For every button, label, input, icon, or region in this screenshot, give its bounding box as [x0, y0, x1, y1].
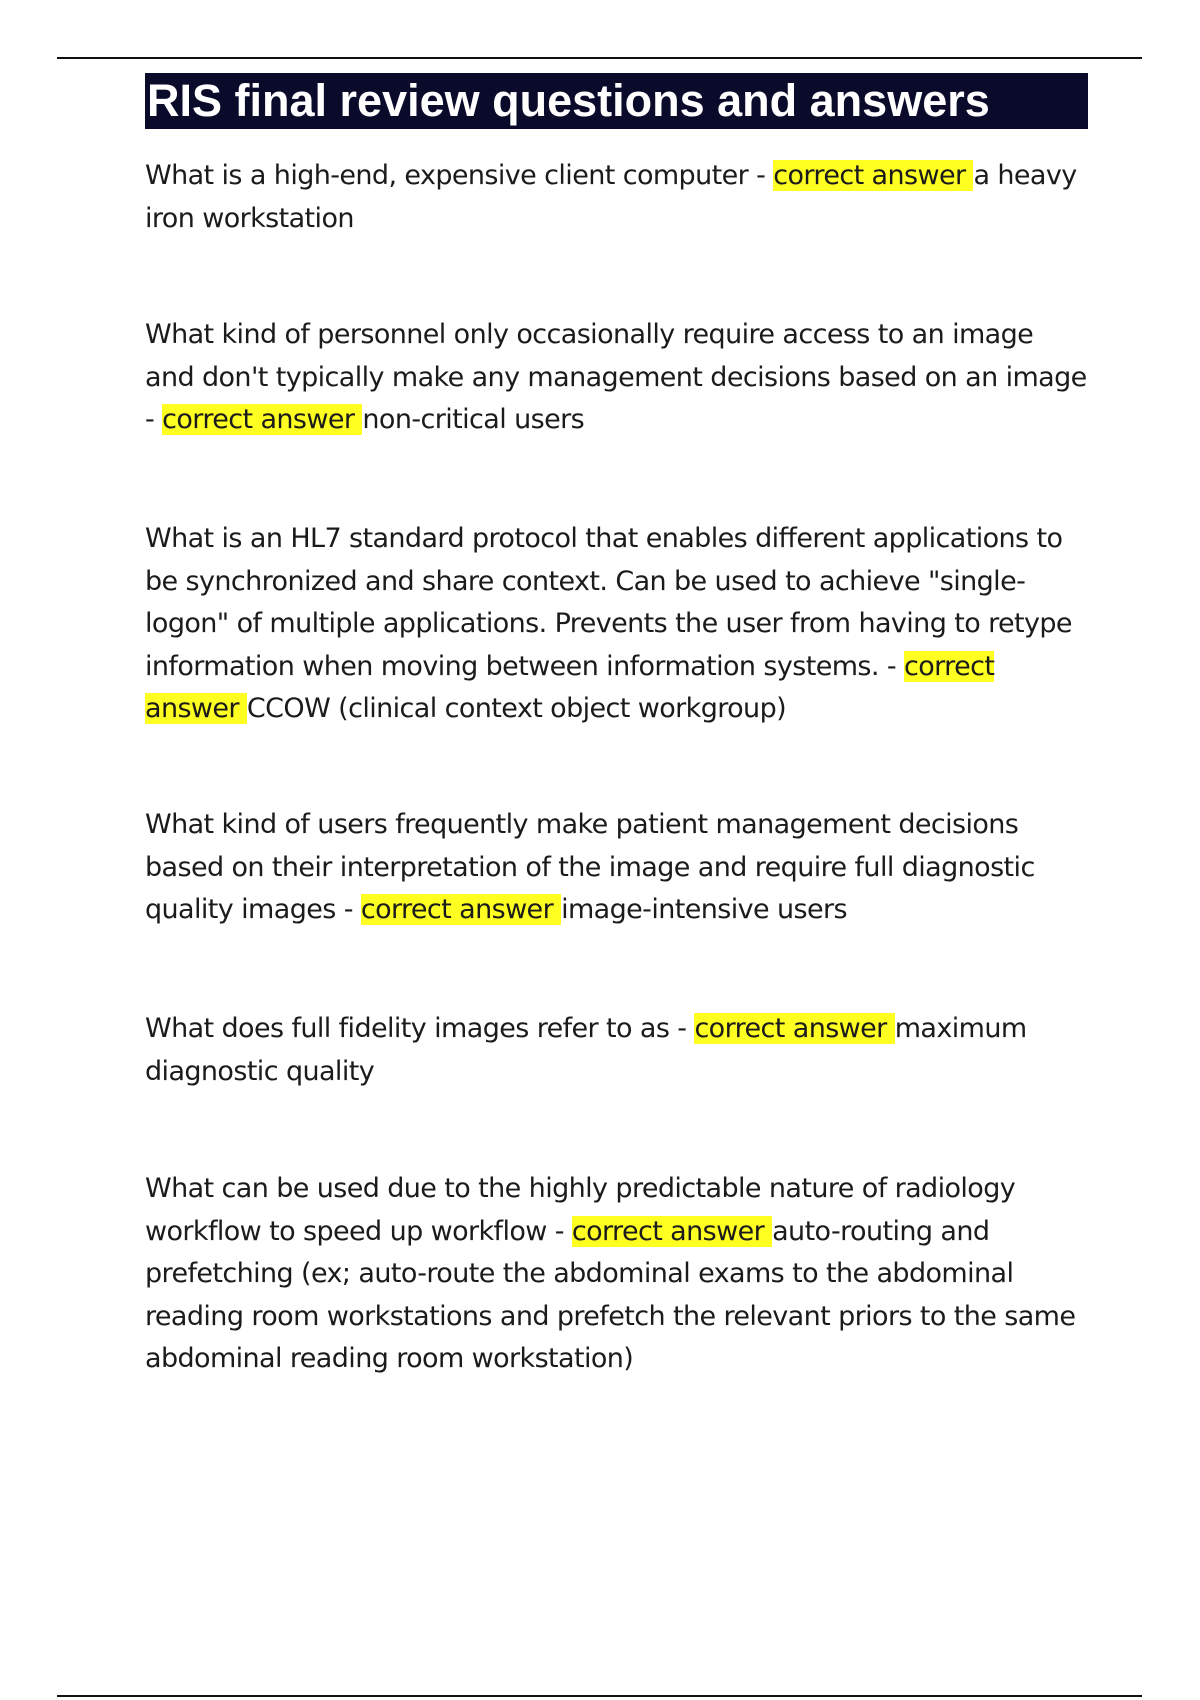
answer-text: a heavy iron workstation — [145, 160, 1077, 234]
qa-item — [145, 314, 1090, 442]
question-text: What can be used due to the highly predictable nature of radiology workflow to speed up workflow - — [145, 1173, 1016, 1247]
answer-label: correct answer — [162, 404, 362, 435]
question-text: What does full fidelity images refer to as - — [145, 1013, 687, 1044]
answer-text: image-intensive users — [561, 894, 847, 925]
question-text: What is a high-end, expensive client computer - — [145, 160, 766, 191]
question-text: What is an HL7 standard protocol that enables different applications to be synchronized and share context. Can be used to achieve "single-logon" of multiple applications. Prevents the user from having to retype information when moving between information systems. - — [145, 523, 1072, 682]
qa-item — [145, 518, 1090, 731]
answer-label: correct answer — [773, 160, 973, 191]
answer-text: auto-routing and prefetching (ex; auto-route the abdominal exams to the abdominal reading room workstations and prefetch the relevant priors to the same abdominal reading room workstation) — [145, 1215, 1076, 1374]
question-text: What kind of users frequently make patient management decisions based on their interpretation of the image and require full diagnostic quality images - — [145, 809, 1035, 925]
top-divider — [57, 57, 1142, 59]
answer-text: non-critical users — [362, 404, 585, 435]
page-title: RIS final review questions and answers — [145, 73, 1088, 129]
answer-text: CCOW (clinical context object workgroup) — [246, 693, 787, 724]
question-text: What kind of personnel only occasionally require access to an image and don't typically make any management decisions based on an image - — [145, 319, 1087, 435]
qa-item — [145, 804, 1090, 932]
qa-item — [145, 1008, 1090, 1093]
answer-label: correct answer — [361, 894, 561, 925]
qa-item — [145, 155, 1090, 240]
bottom-divider — [57, 1695, 1142, 1697]
answer-label: correct answer — [694, 1013, 894, 1044]
answer-text: maximum diagnostic quality — [145, 1013, 1027, 1087]
answer-label: correct answer — [572, 1216, 772, 1247]
answer-label: correct answer — [145, 650, 995, 724]
qa-item — [145, 1168, 1090, 1381]
